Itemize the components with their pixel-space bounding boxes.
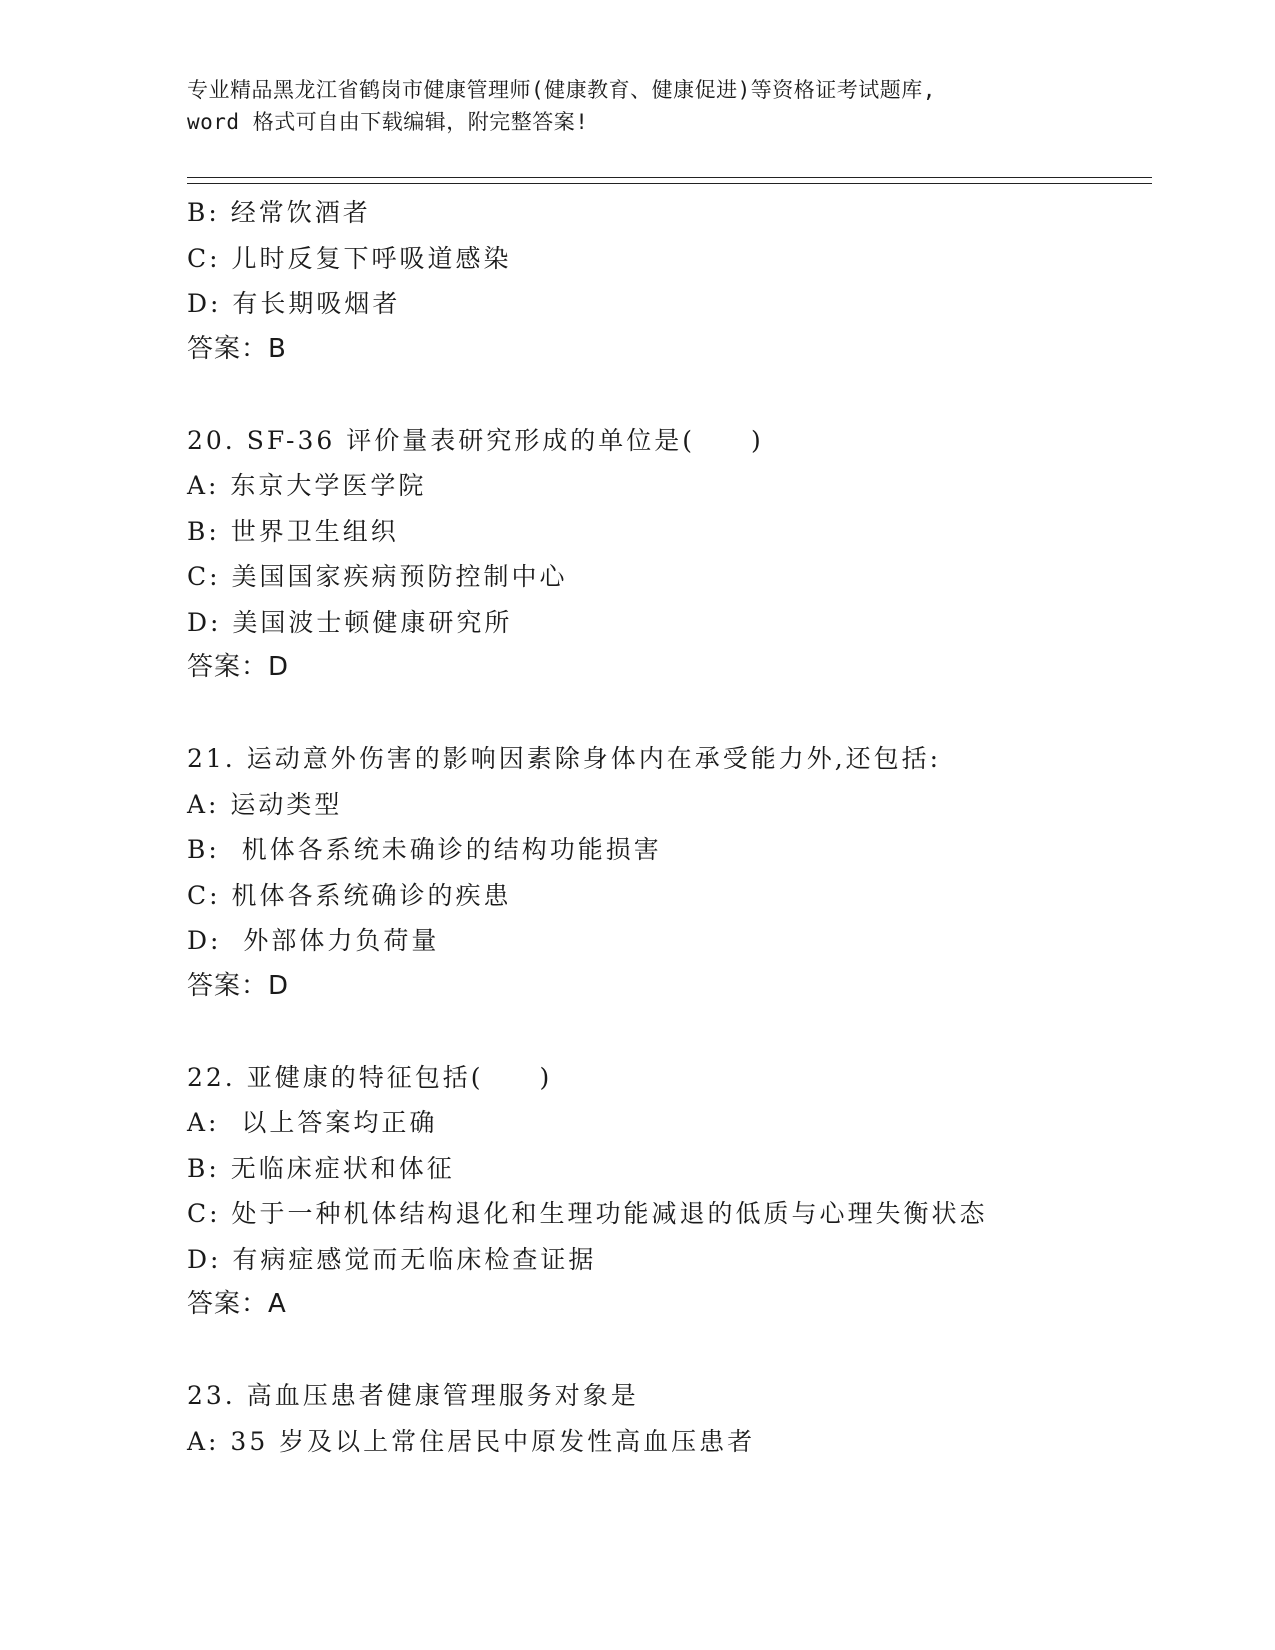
question-text: 23. 高血压患者健康管理服务对象是 <box>187 1381 639 1410</box>
spacer <box>187 372 1187 418</box>
header-line-1: 专业精品黑龙江省鹤岗市健康管理师(健康教育、健康促进)等资格证考试题库, <box>187 78 936 102</box>
option-b: B: 世界卫生组织 <box>187 516 399 546</box>
option-a: A: 以上答案均正确 <box>187 1108 438 1137</box>
answer: 答案：D <box>187 652 290 682</box>
header-line-2: word 格式可自由下载编辑，附完整答案! <box>187 110 589 134</box>
question-22 <box>187 1055 1187 1328</box>
question-20 <box>187 418 1187 691</box>
option-a: A: 运动类型 <box>187 789 343 819</box>
option-d: D: 外部体力负荷量 <box>187 926 440 955</box>
document-header <box>187 74 1087 138</box>
option-c: C: 处于一种机体结构退化和生理功能减退的低质与心理失衡状态 <box>187 1199 988 1228</box>
option-c: C: 儿时反复下呼吸道感染 <box>187 243 512 273</box>
option-a: A: 东京大学医学院 <box>187 471 427 500</box>
question-list <box>187 190 1187 1464</box>
question-text: 21. 运动意外伤害的影响因素除身体内在承受能力外,还包括: <box>187 744 942 773</box>
option-a: A: 35 岁及以上常住居民中原发性高血压患者 <box>187 1426 756 1456</box>
question-19-tail <box>187 190 1187 372</box>
option-d: D: 美国波士顿健康研究所 <box>187 607 513 637</box>
spacer <box>187 1328 1187 1374</box>
question-21 <box>187 736 1187 1009</box>
answer: 答案：B <box>187 333 287 364</box>
question-23 <box>187 1373 1187 1464</box>
answer: 答案：A <box>187 1289 287 1319</box>
option-b: B: 机体各系统未确诊的结构功能损害 <box>187 835 662 864</box>
option-c: C: 机体各系统确诊的疾患 <box>187 880 512 910</box>
question-text: 22. 亚健康的特征包括( ) <box>187 1062 553 1092</box>
option-b: B: 经常饮酒者 <box>187 198 371 227</box>
option-b: B: 无临床症状和体征 <box>187 1153 455 1183</box>
question-text: 20. SF-36 评价量表研究形成的单位是( ) <box>187 425 764 455</box>
option-d: D: 有长期吸烟者 <box>187 289 401 318</box>
spacer <box>187 1009 1187 1055</box>
header-divider <box>187 177 1152 184</box>
answer: 答案：D <box>187 970 290 1001</box>
spacer <box>187 691 1187 737</box>
option-c: C: 美国国家疾病预防控制中心 <box>187 562 568 591</box>
option-d: D: 有病症感觉而无临床检查证据 <box>187 1244 597 1274</box>
